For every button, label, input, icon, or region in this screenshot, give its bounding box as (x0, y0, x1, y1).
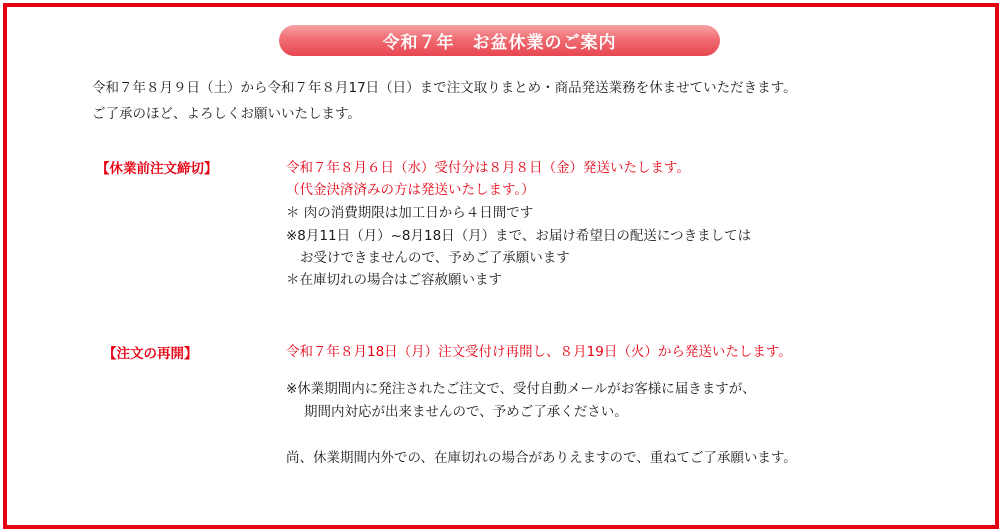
resume-red-line-1: 令和７年８月18日（月）注文受付け再開し、８月19日（火）から発送いたします。 (286, 344, 792, 360)
deadline-note-1: ＊ 肉の消費期限は加工日から４日間です (286, 205, 534, 221)
deadline-red-line-2: （代金決済済みの方は発送いたします。） (286, 182, 535, 198)
resume-note-2: 期間内対応が出来ませんので、予めご了承ください。 (304, 404, 628, 420)
deadline-red-line-1: 令和７年８月６日（水）受付分は８月８日（金）発送いたします。 (286, 160, 690, 176)
section-label-deadline: 【休業前注文締切】 (96, 161, 218, 177)
deadline-note-2: ※8月11日（月）~8月18日（月）まで、お届け希望日の配送につきましては (286, 228, 752, 244)
section-label-resume: 【注文の再開】 (103, 346, 198, 362)
notice-title: 令和７年 お盆休業のご案内 (382, 33, 617, 53)
resume-note-1: ※休業期間内に発注されたご注文で、受付自動メールがお客様に届きますが、 (286, 381, 756, 397)
intro-line-2: ご了承のほど、よろしくお願いいたします。 (92, 106, 361, 122)
notice-title-banner (279, 25, 720, 56)
resume-note-3: 尚、休業期間内外での、在庫切れの場合がありえますので、重ねてご了承願います。 (286, 450, 797, 466)
deadline-note-3: お受けできませんので、予めご了承願います (300, 250, 570, 266)
intro-line-1: 令和７年８月９日（土）から令和７年８月17日（日）まで注文取りまとめ・商品発送業務を休ませていただきます。 (92, 80, 797, 96)
deadline-note-4: ＊在庫切れの場合はご容赦願います (286, 272, 502, 288)
